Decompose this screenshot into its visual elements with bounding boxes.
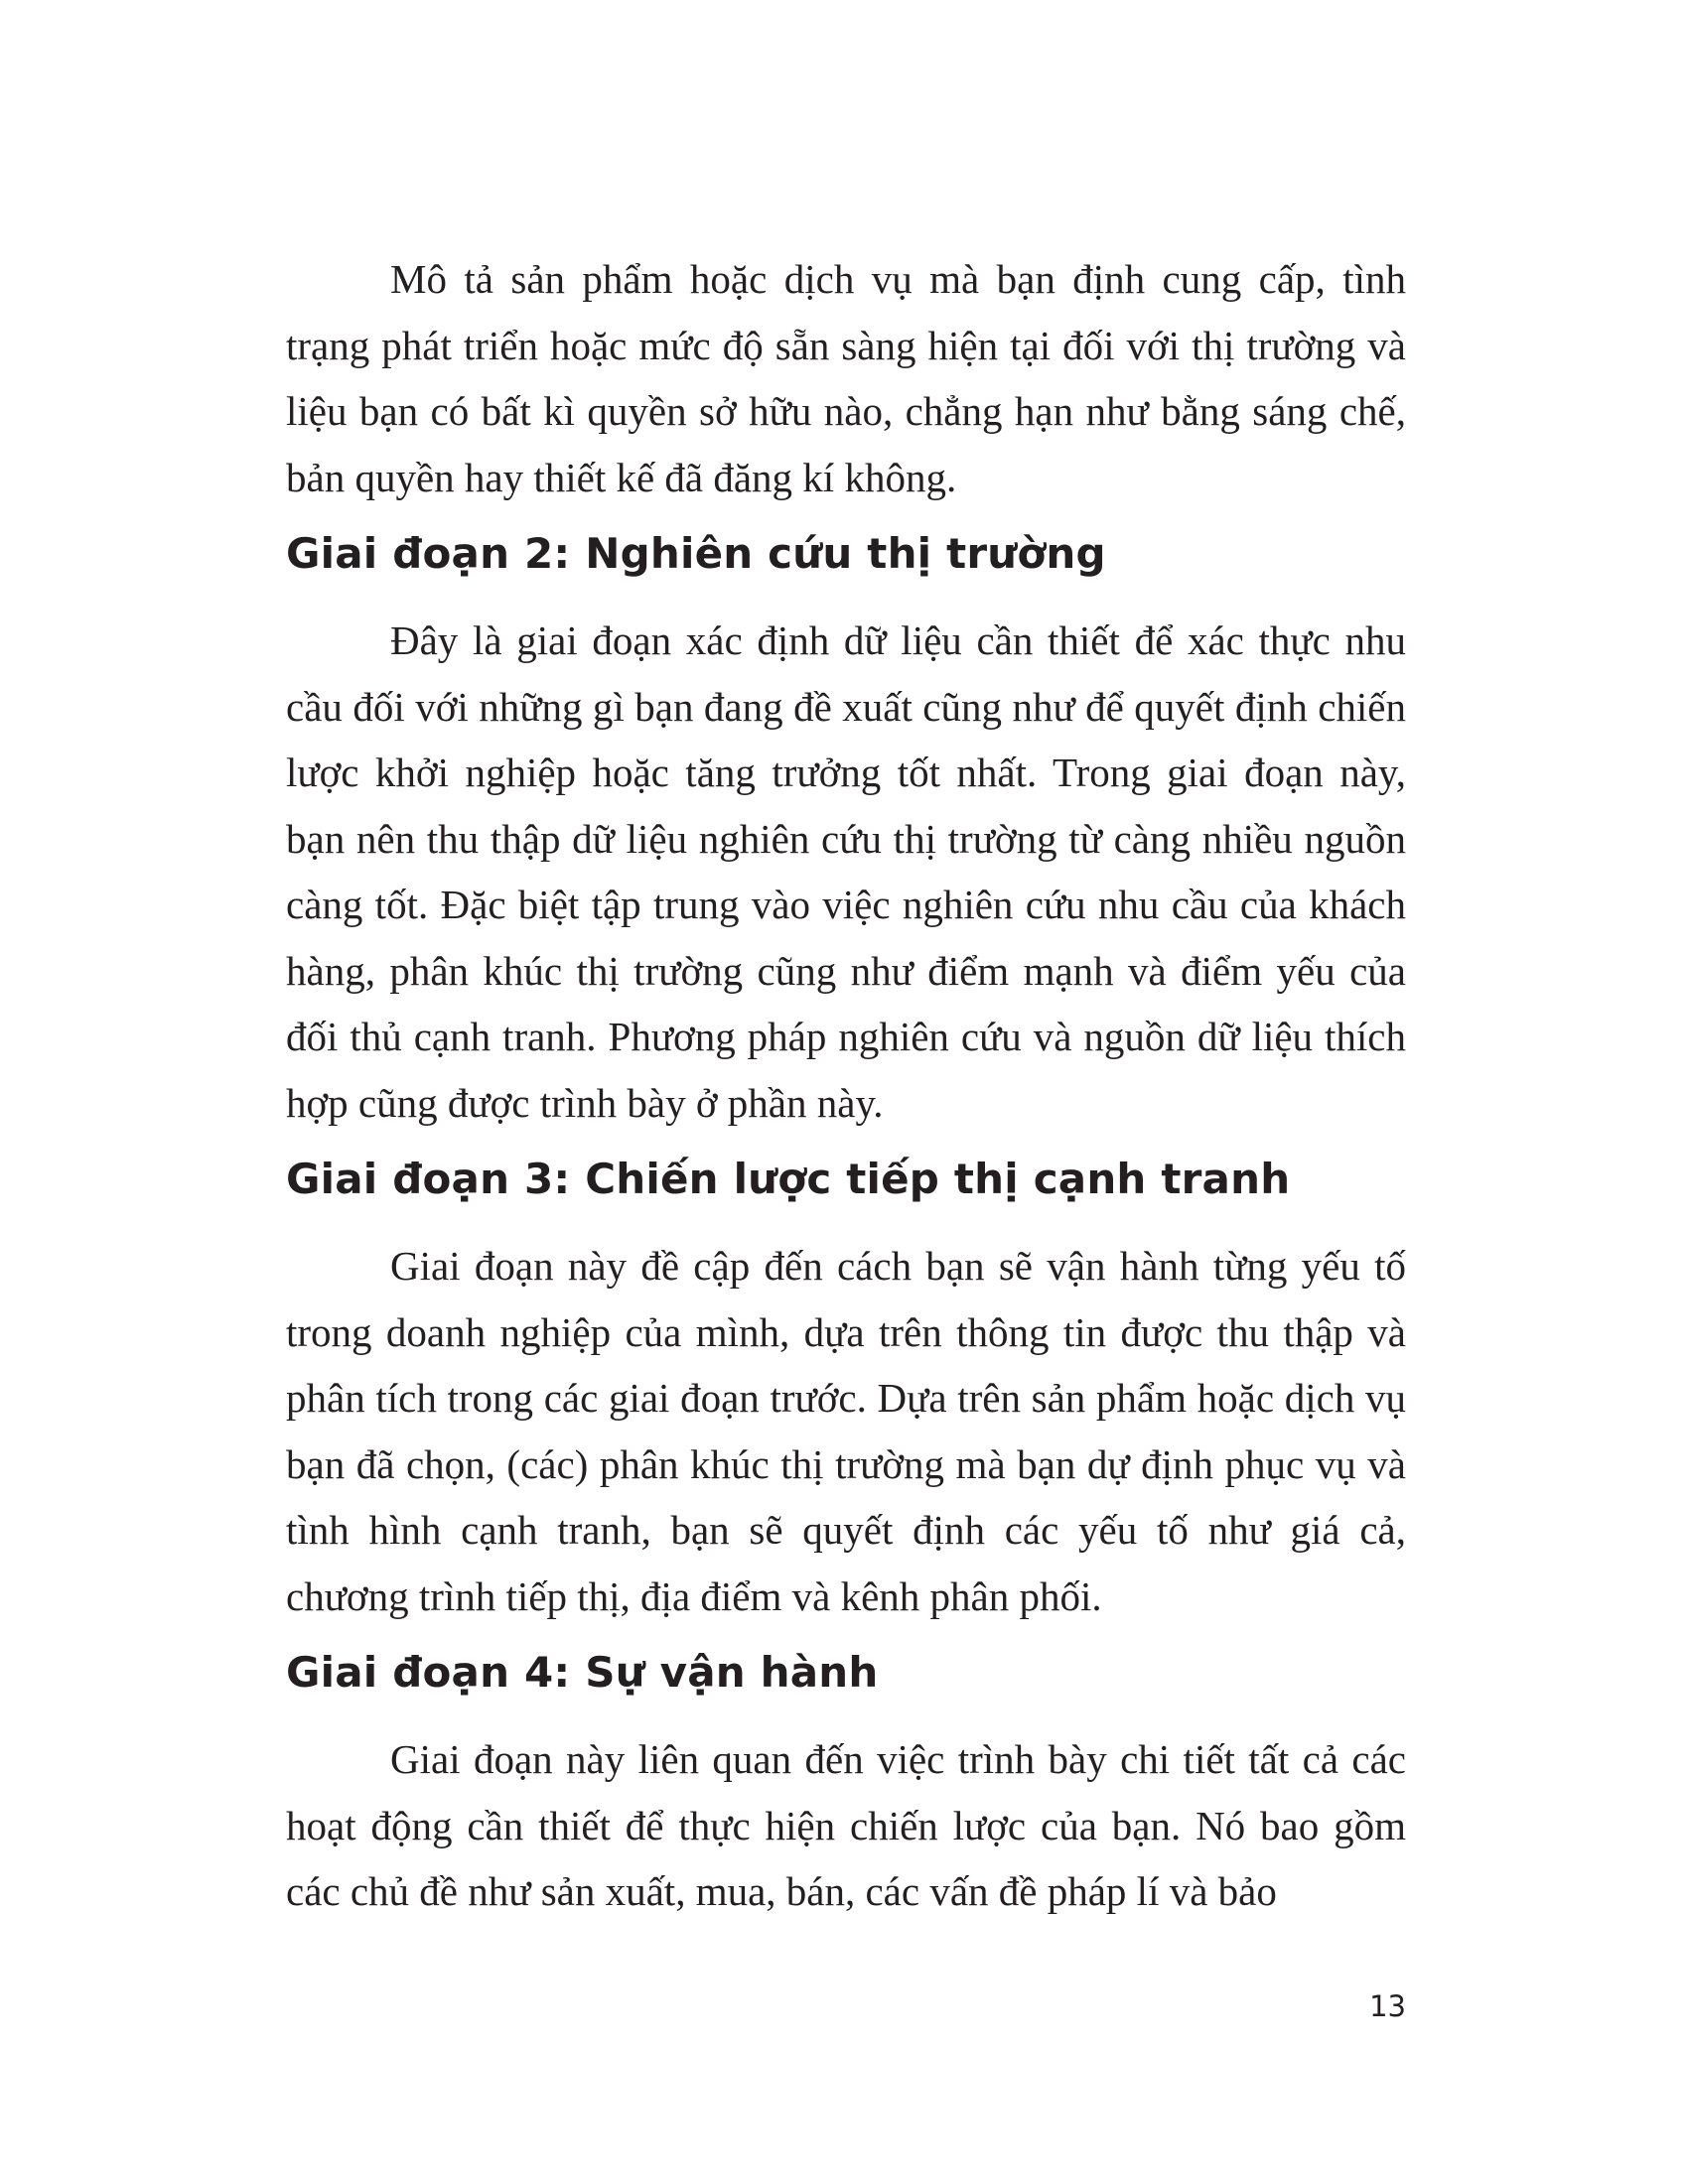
intro-paragraph: Mô tả sản phẩm hoặc dịch vụ mà bạn định cung cấp, tình trạng phát triển hoặc mức độ sẵn sàng hiện tại đối với thị trường và liệu bạn có bất kì quyền sở hữu nào, chẳng hạn như bằng sáng chế, bản quyền hay thiết kế đã đăng kí không. [286, 256, 1406, 500]
section-2-heading: Giai đoạn 2: Nghiên cứu thị trường [286, 529, 1106, 578]
page-number: 13 [1369, 1989, 1406, 2023]
section-4-paragraph: Giai đoạn này liên quan đến việc trình bày chi tiết tất cả các hoạt động cần thiết để thực hiện chiến lược của bạn. Nó bao gồm các chủ đề như sản xuất, mua, bán, các vấn đề pháp lí và bảo [286, 1736, 1406, 1914]
section-2-paragraph: Đây là giai đoạn xác định dữ liệu cần thiết để xác thực nhu cầu đối với những gì bạn đang đề xuất cũng như để quyết định chiến lược khởi nghiệp hoặc tăng trưởng tốt nhất. Trong giai đoạn này, bạn nên thu thập dữ liệu nghiên cứu thị trường từ càng nhiều nguồn càng tốt. Đặc biệt tập trung vào việc nghiên cứu nhu cầu của khách hàng, phân khúc thị trường cũng như điểm mạnh và điểm yếu của đối thủ cạnh tranh. Phương pháp nghiên cứu và nguồn dữ liệu thích hợp cũng được trình bày ở phần này. [286, 617, 1406, 1126]
section-4-heading: Giai đoạn 4: Sự vận hành [286, 1648, 879, 1697]
page-body [286, 246, 1406, 1925]
section-3-heading: Giai đoạn 3: Chiến lược tiếp thị cạnh tranh [286, 1155, 1291, 1203]
section-3-paragraph: Giai đoạn này đề cập đến cách bạn sẽ vận hành từng yếu tố trong doanh nghiệp của mình, dựa trên thông tin được thu thập và phân tích trong các giai đoạn trước. Dựa trên sản phẩm hoặc dịch vụ bạn đã chọn, (các) phân khúc thị trường mà bạn dự định phục vụ và tình hình cạnh tranh, bạn sẽ quyết định các yếu tố như giá cả, chương trình tiếp thị, địa điểm và kênh phân phối. [286, 1243, 1406, 1619]
